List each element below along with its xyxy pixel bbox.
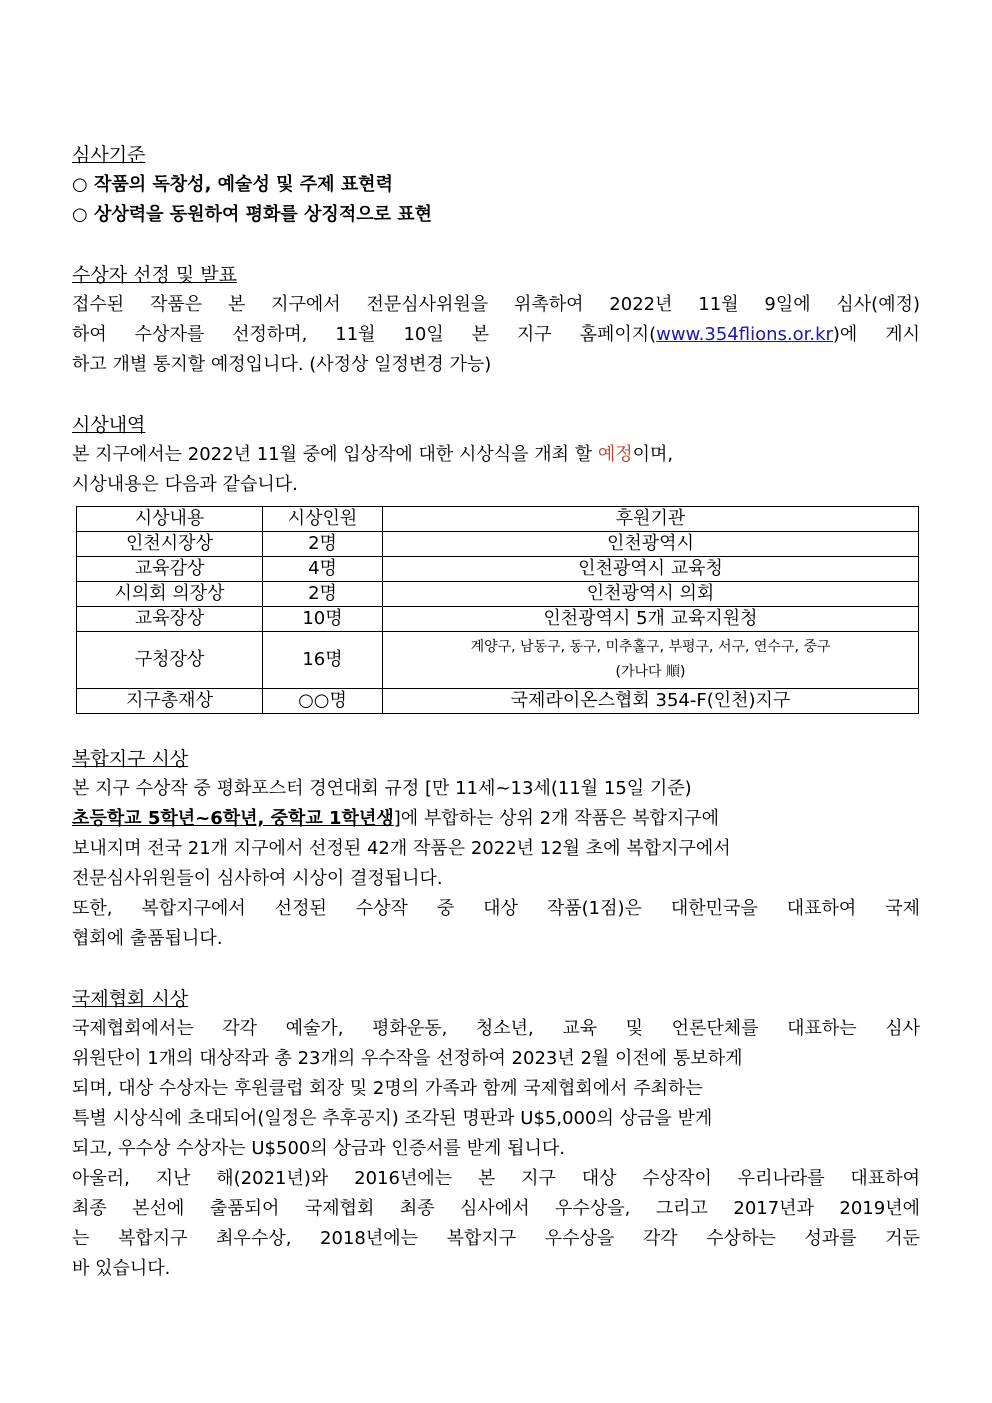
award-count: 10명 (263, 607, 383, 632)
award-sponsor: 국제라이온스협회 354-F(인천)지구 (383, 689, 919, 714)
table-row (77, 582, 919, 607)
selection-line-1: 접수된 작품은 본 지구에서 전문심사위원을 위촉하여 2022년 11월 9일에 심사(예정) (72, 294, 920, 315)
table-row (77, 557, 919, 582)
selection-title: 수상자 선정 및 발표 (72, 264, 237, 286)
international-line-3: 되며, 대상 수상자는 후원클럽 회장 및 2명의 가족과 함께 국제협회에서 주최하는 (72, 1078, 703, 1099)
award-sponsor: 인천광역시 교육청 (383, 557, 919, 582)
award-sponsor-districts: 계양구, 남동구, 동구, 미추홀구, 부평구, 서구, 연수구, 중구 (470, 639, 831, 655)
award-count: 2명 (263, 532, 383, 557)
document-page (72, 140, 920, 1284)
multiple-title: 복합지구 시상 (72, 748, 189, 770)
international-line-6: 아울러, 지난 해(2021년)와 2016년에는 본 지구 대상 수상작이 우리나라를 대표하여 (72, 1168, 920, 1189)
award-name: 교육장상 (77, 607, 263, 632)
table-header: 시상인원 (263, 507, 383, 532)
international-title: 국제협회 시상 (72, 988, 189, 1010)
international-line-7: 최종 본선에 출품되어 국제협회 최종 심사에서 우수상을, 그리고 2017년과 2019년에 (72, 1198, 920, 1219)
international-line-9: 바 있습니다. (72, 1258, 171, 1279)
multiple-line-5: 또한, 복합지구에서 선정된 수상작 중 대상 작품(1점)은 대한민국을 대표하여 국제 (72, 898, 920, 919)
award-count: 2명 (263, 582, 383, 607)
awards-table (76, 506, 919, 714)
multiple-line-4: 전문심사위원들이 심사하여 시상이 결정됩니다. (72, 868, 443, 889)
award-sponsor: 인천광역시 5개 교육지원청 (383, 607, 919, 632)
table-row (77, 532, 919, 557)
awards-title: 시상내역 (72, 414, 146, 436)
international-line-1: 국제협회에서는 각각 예술가, 평화운동, 청소년, 교육 및 언론단체를 대표하는 심사 (72, 1018, 920, 1039)
table-row (77, 632, 919, 689)
multiple-line-3: 보내지며 전국 21개 지구에서 선정된 42개 작품은 2022년 12월 초에 복합지구에서 (72, 838, 731, 859)
award-sponsor: 인천광역시 의회 (383, 582, 919, 607)
table-row (77, 607, 919, 632)
multiple-line-2-post: ]에 부합하는 상위 2개 작품은 복합지구에 (393, 808, 720, 829)
awards-line-1-red: 예정 (597, 444, 633, 465)
awards-line-2: 시상내용은 다음과 같습니다. (72, 474, 298, 495)
award-count: 4명 (263, 557, 383, 582)
table-header: 시상내용 (77, 507, 263, 532)
criteria-item-2: ○ 상상력을 동원하여 평화를 상징적으로 표현 (72, 204, 433, 225)
award-name: 인천시장상 (77, 532, 263, 557)
award-name: 시의회 의장상 (77, 582, 263, 607)
award-name: 교육감상 (77, 557, 263, 582)
awards-line-1-post: 이며, (632, 444, 674, 465)
award-sponsor-note: (가나다 順) (615, 664, 686, 680)
criteria-item-1: ○ 작품의 독창성, 예술성 및 주제 표현력 (72, 174, 393, 195)
awards-line-1 (72, 440, 920, 470)
award-sponsor (383, 632, 919, 689)
selection-line-2-pre: 하여 수상자를 선정하며, 11월 10일 본 지구 홈페이지( (72, 324, 657, 345)
multiple-line-2 (72, 804, 920, 834)
award-name: 구청장상 (77, 632, 263, 689)
table-header-row (77, 507, 919, 532)
multiple-line-2-underlined: 초등학교 5학년~6학년, 중학교 1학년생 (72, 808, 394, 829)
award-name: 지구총재상 (77, 689, 263, 714)
award-sponsor: 인천광역시 (383, 532, 919, 557)
table-header: 후원기관 (383, 507, 919, 532)
international-line-8: 는 복합지구 최우수상, 2018년에는 복합지구 우수상을 각각 수상하는 성과를 거둔 (72, 1228, 920, 1249)
awards-line-1-pre: 본 지구에서는 2022년 11월 중에 입상작에 대한 시상식을 개최 할 (72, 444, 598, 465)
award-count: ○○명 (263, 689, 383, 714)
international-line-2: 위원단이 1개의 대상작과 총 23개의 우수작을 선정하여 2023년 2월 이전에 통보하게 (72, 1048, 743, 1069)
criteria-title: 심사기준 (72, 144, 146, 166)
international-line-4: 특별 시상식에 초대되어(일정은 추후공지) 조각된 명판과 U$5,000의 상금을 받게 (72, 1108, 713, 1129)
multiple-line-6: 협회에 출품됩니다. (72, 928, 223, 949)
table-row (77, 689, 919, 714)
multiple-line-1: 본 지구 수상작 중 평화포스터 경연대회 규정 [만 11세~13세(11월 15일 기준) (72, 778, 692, 799)
award-count: 16명 (263, 632, 383, 689)
international-line-5: 되고, 우수상 수상자는 U$500의 상금과 인증서를 받게 됩니다. (72, 1138, 566, 1159)
selection-line-2-post: )에 게시 (832, 324, 920, 345)
homepage-link[interactable]: www.354flions.or.kr (656, 324, 833, 345)
selection-line-3: 하고 개별 통지할 예정입니다. (사정상 일정변경 가능) (72, 354, 492, 375)
selection-line-2 (72, 320, 920, 350)
